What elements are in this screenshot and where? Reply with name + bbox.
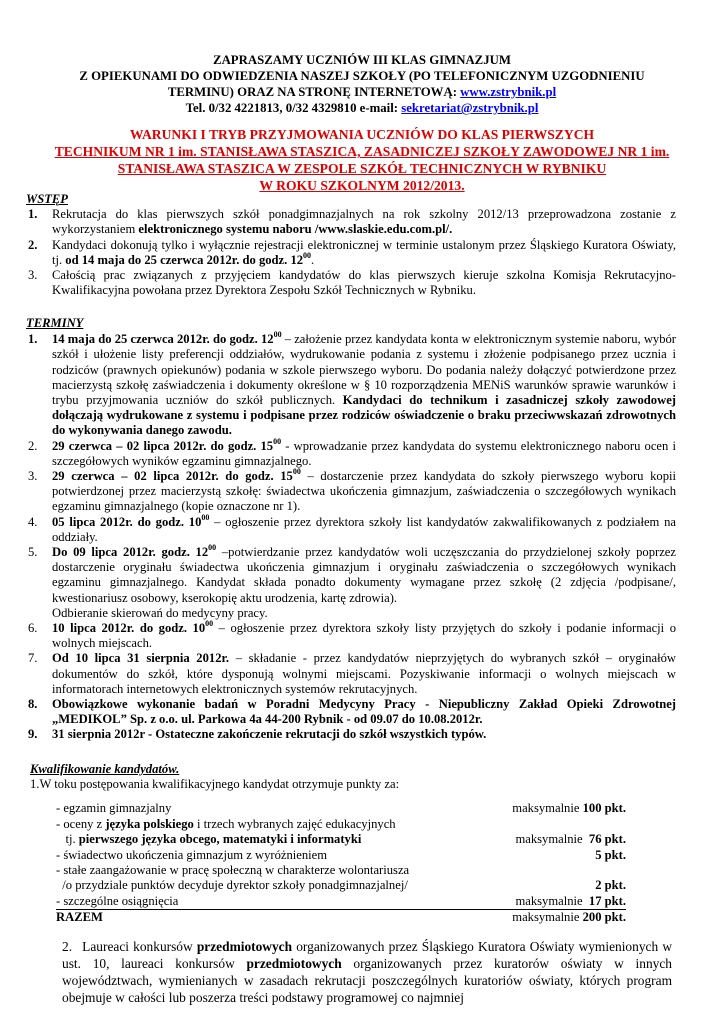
points-criterion: - egzamin gimnazjalny bbox=[56, 801, 172, 816]
email-link[interactable]: sekretariat@zstrybnik.pl bbox=[401, 101, 539, 115]
item-text: Rekrutacja do klas pierwszych szkół ponadgimnazjalnych na rok szkolny 2012/13 przeprowadzona zostanie z wykorzystaniem bbox=[52, 207, 676, 237]
item-bold-text: Kandydaci do technikum i zasadniczej szkoły zawodowej dołączają wydrukowane z systemu i podpisane przez rodziców oświadczenie o braku przeciwwskazań zdrowotnych do wykonywania danego zawodu. bbox=[52, 393, 676, 438]
points-criterion: /o przydziale punktów decyduje dyrektor szkoły ponadgimnazjalnej/ bbox=[56, 878, 408, 893]
item-text: Całością prac związanych z przyjęciem kandydatów do klas pierwszych kieruje szkolna Komisja Rekrutacyjno-Kwalifikacyjna powołana przez Dyrektora Zespołu Szkół Technicznych w Rybniku. bbox=[52, 268, 676, 298]
item-number: 8. bbox=[28, 697, 38, 712]
item-number: 6. bbox=[28, 621, 38, 636]
points-amount: 76 pkt. bbox=[588, 832, 626, 847]
term-item-7 bbox=[26, 651, 676, 697]
item-text: – założenie przez kandydata konta w elektronicznym systemie naboru, wybór szkół i ułożenie listy preferencji oddziałów, wydrukowanie podania z systemu i złożenie podpisanego przez ucznia i rodziców (prawnych opiekunów) podania w szkole pierwszego wyboru. Do podania należy dołączyć potwierdzone przez macierzystą szkołę zaświadczenia i dokumenty określone w § 10 rozporządzenia MENiS warunków sprawie warunków i trybu przyjmowania uczniów do szkół publicznych. bbox=[52, 332, 677, 408]
title-line-2: TECHNIKUM NR 1 im. STANISŁAWA STASZICA, ZASADNICZEJ SZKOŁY ZAWODOWEJ NR 1 im. bbox=[54, 144, 670, 159]
item-date: 29 czerwca – 02 lipca 2012r. do godz. 15 bbox=[52, 438, 274, 453]
term-item-2 bbox=[26, 436, 676, 469]
terms-heading: TERMINY bbox=[26, 316, 84, 330]
term-item-1 bbox=[26, 332, 676, 438]
item-number: 9. bbox=[28, 727, 38, 742]
header-line-2: Z OPIEKUNAMI DO ODWIEDZENIA NASZEJ SZKOŁY (PO TELEFONICZNYM UZGODNIENIU bbox=[79, 69, 645, 83]
item-number: 5. bbox=[28, 545, 38, 560]
item-text: Odbieranie skierowań do medycyny pracy. bbox=[52, 605, 268, 620]
points-prefix: maksymalnie bbox=[512, 910, 583, 925]
points-criterion: - szczególne osiągnięcia bbox=[56, 893, 179, 908]
points-prefix: maksymalnie bbox=[515, 893, 589, 908]
points-amount: 2 pkt. bbox=[595, 878, 626, 893]
term-item-8 bbox=[26, 697, 676, 727]
qualification-section bbox=[30, 762, 680, 926]
total-label: RAZEM bbox=[56, 910, 103, 925]
item-date: 10 lipca 2012r. do godz. 10 bbox=[52, 621, 206, 636]
title-line-1: WARUNKI I TRYB PRZYJMOWANIA UCZNIÓW DO KLAS PIERWSZYCH bbox=[129, 127, 595, 142]
item-bold-text: od 14 maja do 25 czerwca 2012r. do godz. 12 bbox=[65, 252, 304, 267]
item-superscript: 00 bbox=[292, 467, 301, 477]
points-prefix: maksymalnie bbox=[512, 801, 583, 816]
points-criterion bbox=[56, 817, 396, 832]
paragraph-text: organizowanych przez kuratorów oświaty w innych województwach, wymienianych w zasadach rekrutacji poszczególnych kuratoriów oświaty, których program obejmuje w całości lub poszerza treści podstawy programowej co najmniej bbox=[62, 956, 672, 1005]
paragraph-text: Laureaci konkursów bbox=[82, 939, 197, 954]
term-item-5 bbox=[26, 545, 676, 621]
points-criterion bbox=[56, 832, 361, 847]
points-criterion: - świadectwo ukończenia gimnazjum z wyróżnieniem bbox=[56, 847, 328, 862]
criterion-text: - oceny z bbox=[56, 816, 106, 831]
header-line-4 bbox=[30, 100, 694, 116]
item-number: 3. bbox=[28, 268, 38, 283]
item-text: –potwierdzanie przez kandydatów woli uczęszczania do przydzielonej szkoły poprzez dostarczenie oryginału świadectwa ukończenia gimnazjum i oryginału zaświadczenia o szczegółowych wynikach egzaminu gimnazjalnego. Kandydat składa ponadto dokumenty wymagane przez szkołę (2 zdjęcia /podpisane/, kwestionariusz osobowy, kserokopię aktu urodzenia, kartę zdrowia). bbox=[52, 545, 676, 605]
item-superscript: 00 bbox=[303, 250, 312, 260]
intro-section bbox=[26, 192, 676, 298]
item-number: 2. bbox=[28, 438, 38, 453]
title-line-3: STANISŁAWA STASZICA W ZESPOLE SZKÓŁ TECHNICZNYCH W RYBNIKU bbox=[117, 161, 607, 176]
paragraph-bold: przedmiotowych bbox=[196, 939, 293, 954]
item-text: – składanie - przez kandydatów nieprzyjętych do wybranych szkół – oryginałów dokumentów do szkół, które dysponują wolnymi miejscami. Pozyskiwanie informacji o wolnych miejscach w informatorach internetowych elektronicznych systemów rekrutacyjnych. bbox=[52, 651, 676, 696]
points-row bbox=[56, 878, 626, 893]
item-bold-text: Obowiązkowe wykonanie badań w Poradni Medycyny Pracy - Niepubliczny Zakład Opieki Zdrowotnej „MEDIKOL” Sp. z o.o. ul. Parkowa 4a 44-200 Rybnik - od 09.07 do 10.08.2012r. bbox=[52, 697, 676, 727]
item-number: 7. bbox=[28, 651, 38, 666]
points-row bbox=[56, 863, 626, 878]
paragraph-number: 2. bbox=[62, 939, 73, 954]
points-row-total bbox=[56, 910, 626, 925]
criterion-text: tj. bbox=[56, 832, 79, 847]
term-item-6 bbox=[26, 621, 676, 651]
item-date: 05 lipca 2012r. do godz. 10 bbox=[52, 514, 202, 529]
points-criterion: - stałe zaangażowanie w pracę społeczną w charakterze wolontariusza bbox=[56, 862, 410, 877]
paragraph-text: organizowanych przez Śląskiego Kuratora Oświaty wymienionych w ust. 10, laureaci konkursów bbox=[62, 939, 672, 971]
points-amount: 100 pkt. bbox=[582, 801, 626, 816]
points-row bbox=[56, 848, 626, 863]
intro-heading: WSTĘP bbox=[26, 192, 68, 206]
item-text: – dostarczenie przez kandydata do szkoły pierwszego wyboru kopii potwierdzonej przez macierzystą szkołę: świadectwa ukończenia gimnazjum, zaświadczenia o szczegółowych wynikach egzaminu gimnazjalnego (kopie oznaczone nr 1). bbox=[52, 469, 677, 514]
points-row bbox=[56, 801, 626, 816]
intro-item-1 bbox=[26, 207, 676, 237]
website-link[interactable]: www.zstrybnik.pl bbox=[460, 85, 557, 99]
points-amount: 5 pkt. bbox=[595, 847, 626, 862]
header-line-1: ZAPRASZAMY UCZNIÓW III KLAS GIMNAZJUM bbox=[213, 53, 511, 67]
points-value bbox=[515, 832, 626, 847]
item-date: 14 maja do 25 czerwca 2012r. do godz. 12 bbox=[52, 332, 274, 347]
item-superscript: 00 bbox=[273, 330, 282, 340]
points-row bbox=[56, 832, 626, 847]
item-bold-text: 31 sierpnia 2012r - Ostateczne zakończenie rekrutacji do szkół wszystkich typów. bbox=[52, 727, 487, 742]
item-text: – ogłoszenie przez dyrektora szkoły listy przyjętych do szkoły i podanie informacji o wolnych miejscach. bbox=[52, 621, 676, 651]
header-line-3-text: TERMINU) ORAZ NA STRONĘ INTERNETOWĄ: bbox=[167, 85, 461, 99]
intro-item-3 bbox=[26, 268, 676, 298]
terms-section bbox=[26, 316, 676, 743]
points-prefix: maksymalnie bbox=[515, 832, 589, 847]
paragraph-bold: przedmiotowych bbox=[246, 956, 342, 971]
item-number: 2. bbox=[28, 237, 38, 252]
item-text: – ogłoszenie przez dyrektora szkoły list kandydatów zakwalifikowanych z podziałem na oddziały. bbox=[52, 514, 677, 544]
laureates-paragraph bbox=[62, 938, 672, 1006]
item-date: Do 09 lipca 2012r. godz. 12 bbox=[52, 545, 209, 560]
points-table bbox=[56, 801, 626, 925]
points-value bbox=[512, 910, 626, 925]
term-item-3 bbox=[26, 469, 676, 515]
item-superscript: 00 bbox=[208, 543, 217, 553]
item-text: . bbox=[311, 252, 315, 267]
item-number: 3. bbox=[28, 469, 38, 484]
qualification-intro: 1.W toku postępowania kwalifikacyjnego kandydat otrzymuje punkty za: bbox=[30, 777, 400, 792]
title-line-4: W ROKU SZKOLNYM 2012/2013. bbox=[259, 178, 465, 193]
item-number: 1. bbox=[28, 207, 38, 222]
qualification-heading: Kwalifikowanie kandydatów. bbox=[30, 762, 180, 776]
points-amount: 200 pkt. bbox=[582, 910, 626, 925]
item-superscript: 00 bbox=[201, 512, 210, 522]
points-row bbox=[56, 817, 626, 832]
item-number: 4. bbox=[28, 514, 38, 529]
item-date: Od 10 lipca 31 sierpnia 2012r. bbox=[52, 651, 230, 666]
document-title bbox=[30, 126, 694, 194]
criterion-text: i trzech wybranych zajęć edukacyjnych bbox=[193, 816, 396, 831]
criterion-bold: pierwszego języka obcego, matematyki i informatyki bbox=[78, 832, 362, 847]
item-text: Kandydaci dokonują tylko i wyłącznie rejestracji elektronicznej w terminie ustalonym przez Śląskiego Kuratora Oświaty, tj. bbox=[52, 237, 676, 267]
item-bold-text: elektronicznego systemu naboru /www.slaskie.edu.com.pl/. bbox=[138, 222, 453, 237]
points-value bbox=[512, 801, 626, 816]
criterion-bold: języka polskiego bbox=[105, 816, 194, 831]
header-line-3 bbox=[30, 84, 694, 100]
header-line-4-text: Tel. 0/32 4221813, 0/32 4329810 e-mail: bbox=[185, 101, 402, 115]
school-header bbox=[30, 52, 694, 116]
intro-item-2 bbox=[26, 238, 676, 268]
item-number: 1. bbox=[28, 332, 38, 347]
item-superscript: 00 bbox=[205, 619, 214, 629]
points-row bbox=[56, 894, 626, 910]
term-item-4 bbox=[26, 512, 677, 545]
points-amount: 17 pkt. bbox=[588, 893, 626, 908]
points-value bbox=[515, 894, 626, 909]
item-superscript: 00 bbox=[273, 436, 282, 446]
term-item-9 bbox=[26, 727, 676, 742]
item-text: - wprowadzanie przez kandydata do systemu elektronicznego naboru ocen i szczegółowych wyników egzaminu gimnazjalnego. bbox=[52, 438, 676, 468]
item-date: 29 czerwca – 02 lipca 2012r. do godz. 15 bbox=[52, 469, 293, 484]
